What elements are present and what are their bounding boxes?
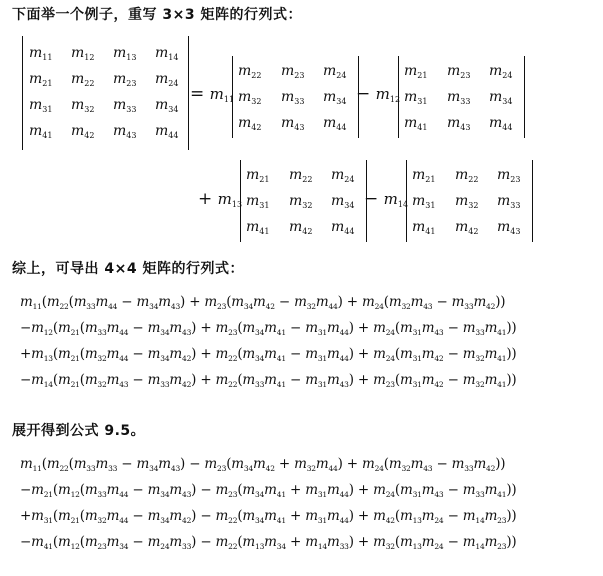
det4-cell: $m_{42}$	[71, 123, 95, 140]
minor-cell: $m_{23}$	[281, 63, 305, 80]
minor-determinant	[232, 56, 359, 138]
minor-coefficient: − $m_{12}$	[356, 84, 401, 104]
det4-cell: $m_{12}$	[71, 45, 95, 62]
minor-cell: $m_{22}$	[238, 63, 262, 80]
minor-cell: $m_{43}$	[281, 115, 305, 132]
minor-determinant	[240, 160, 367, 242]
minor-coefficient: − $m_{14}$	[364, 189, 409, 209]
minor-cell: $m_{22}$	[289, 167, 313, 184]
minor-cell: $m_{42}$	[289, 219, 313, 236]
minor-cell: $m_{24}$	[489, 63, 513, 80]
minor-cell: $m_{33}$	[497, 193, 521, 210]
summary-paragraph: 综上，可导出 4×4 矩阵的行列式：	[12, 261, 244, 277]
minor-cell: $m_{43}$	[497, 219, 521, 236]
minor-cell: $m_{44}$	[323, 115, 347, 132]
minor-coefficient: + $m_{13}$	[198, 189, 243, 209]
minor-cell: $m_{43}$	[447, 115, 471, 132]
minor-cell: $m_{32}$	[289, 193, 313, 210]
det4-cell: $m_{14}$	[155, 45, 179, 62]
det4-cell: $m_{32}$	[71, 97, 95, 114]
minor-cell: $m_{41}$	[404, 115, 428, 132]
minor-cell: $m_{24}$	[323, 63, 347, 80]
minor-cell: $m_{41}$	[412, 219, 436, 236]
minor-cell: $m_{31}$	[246, 193, 270, 210]
minor-cell: $m_{34}$	[489, 89, 513, 106]
det4-cell: $m_{31}$	[29, 97, 53, 114]
minor-cell: $m_{33}$	[447, 89, 471, 106]
minor-cell: $m_{21}$	[246, 167, 270, 184]
minor-cell: $m_{21}$	[404, 63, 428, 80]
minor-cell: $m_{33}$	[281, 89, 305, 106]
det4-cell: $m_{44}$	[155, 123, 179, 140]
minor-cell: $m_{24}$	[331, 167, 355, 184]
minor-cell: $m_{42}$	[238, 115, 262, 132]
minor-coefficient: = $m_{11}$	[190, 84, 235, 104]
det4-cell: $m_{24}$	[155, 71, 179, 88]
det4-cell: $m_{34}$	[155, 97, 179, 114]
det4-cell: $m_{21}$	[29, 71, 53, 88]
minor-cell: $m_{21}$	[412, 167, 436, 184]
formula-a-line: $-m_{12}(m_{21}(m_{33}m_{44} - m_{34}m_{43}) + m_{23}(m_{34}m_{41} - m_{31}m_{44}) + m_{24}(m_{31}m_{43} - m_{33}m_{41}))$	[20, 320, 517, 337]
minor-determinant	[406, 160, 533, 242]
det4-cell: $m_{43}$	[113, 123, 137, 140]
det4-cell: $m_{22}$	[71, 71, 95, 88]
formula-a-line: $-m_{14}(m_{21}(m_{32}m_{43} - m_{33}m_{42}) + m_{22}(m_{33}m_{41} - m_{31}m_{43}) + m_{23}(m_{31}m_{42} - m_{32}m_{41}))$	[20, 372, 517, 389]
minor-cell: $m_{23}$	[497, 167, 521, 184]
formula-a-line: $m_{11}(m_{22}(m_{33}m_{44} - m_{34}m_{43}) + m_{23}(m_{34}m_{42} - m_{32}m_{44}) + m_{24}(m_{32}m_{43} - m_{33}m_{42}))$	[20, 294, 506, 311]
det4-cell: $m_{13}$	[113, 45, 137, 62]
det4-cell: $m_{41}$	[29, 123, 53, 140]
formula-b-line: $+m_{31}(m_{21}(m_{32}m_{44} - m_{34}m_{42}) - m_{22}(m_{34}m_{41} + m_{31}m_{44}) + m_{42}(m_{13}m_{24} - m_{14}m_{23}))$	[20, 508, 517, 525]
minor-cell: $m_{22}$	[455, 167, 479, 184]
minor-cell: $m_{44}$	[331, 219, 355, 236]
minor-cell: $m_{34}$	[323, 89, 347, 106]
minor-cell: $m_{32}$	[238, 89, 262, 106]
expand-paragraph: 展开得到公式 9.5。	[12, 423, 146, 439]
minor-cell: $m_{44}$	[489, 115, 513, 132]
minor-cell: $m_{41}$	[246, 219, 270, 236]
minor-determinant	[398, 56, 525, 138]
minor-cell: $m_{32}$	[455, 193, 479, 210]
minor-cell: $m_{31}$	[412, 193, 436, 210]
formula-b-line: $m_{11}(m_{22}(m_{33}m_{33} - m_{34}m_{43}) - m_{23}(m_{34}m_{42} + m_{32}m_{44}) + m_{24}(m_{32}m_{43} - m_{33}m_{42}))$	[20, 456, 506, 473]
formula-a-line: $+m_{13}(m_{21}(m_{32}m_{44} - m_{34}m_{42}) + m_{22}(m_{34}m_{41} - m_{31}m_{44}) + m_{24}(m_{31}m_{42} - m_{32}m_{41}))$	[20, 346, 517, 363]
minor-cell: $m_{23}$	[447, 63, 471, 80]
intro-paragraph: 下面举一个例子，重写 3×3 矩阵的行列式：	[12, 7, 302, 23]
determinant-4x4	[22, 36, 189, 150]
formula-b-line: $-m_{21}(m_{12}(m_{33}m_{44} - m_{34}m_{43}) - m_{23}(m_{34}m_{41} + m_{31}m_{44}) + m_{24}(m_{31}m_{43} - m_{33}m_{41}))$	[20, 482, 517, 499]
det4-cell: $m_{11}$	[29, 45, 53, 62]
minor-cell: $m_{42}$	[455, 219, 479, 236]
det4-cell: $m_{23}$	[113, 71, 137, 88]
minor-cell: $m_{34}$	[331, 193, 355, 210]
formula-b-line: $-m_{41}(m_{12}(m_{23}m_{34} - m_{24}m_{33}) - m_{22}(m_{13}m_{34} + m_{14}m_{33}) + m_{32}(m_{13}m_{24} - m_{14}m_{23}))$	[20, 534, 517, 551]
det4-cell: $m_{33}$	[113, 97, 137, 114]
minor-cell: $m_{31}$	[404, 89, 428, 106]
